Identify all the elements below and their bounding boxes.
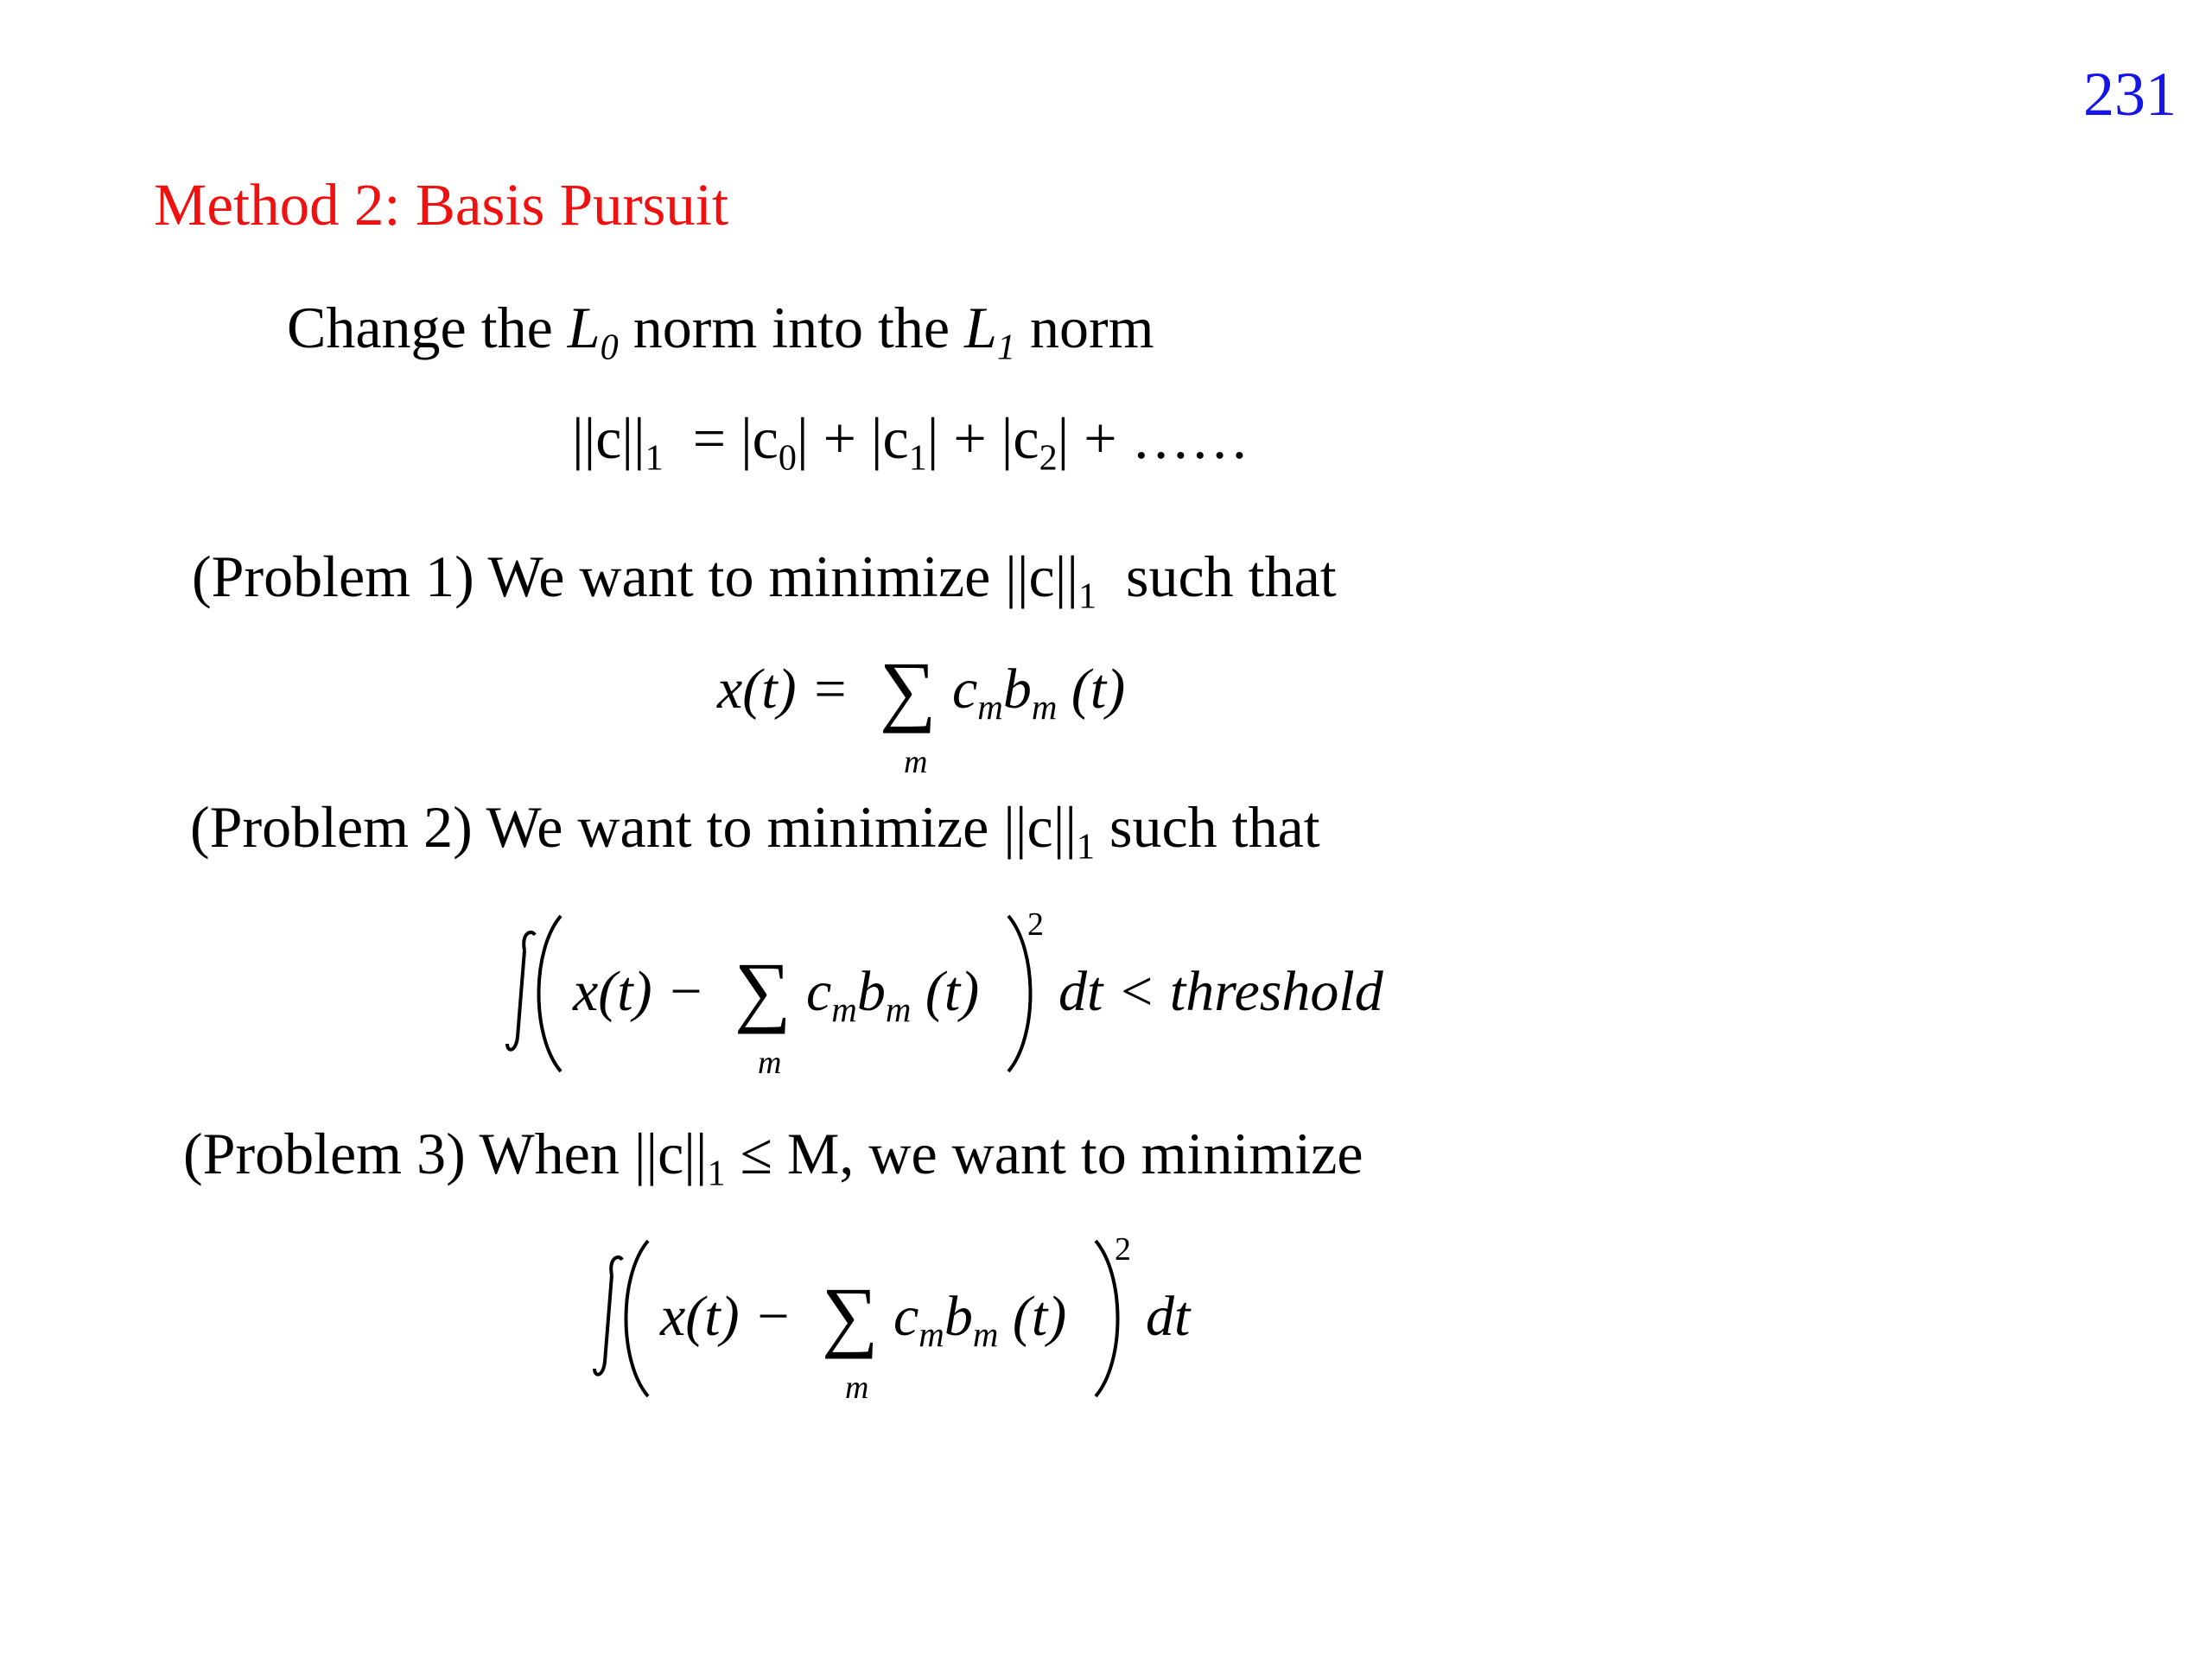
problem-2-text: (Problem 2) We want to minimize $||c||_1$ such that [190,794,1320,868]
sum-symbol: ∑ [822,1271,879,1359]
problem-3-text: (Problem 3) When $||c||_1 \le M$, we want to minimize [183,1121,1363,1194]
intro-L1: $L_1$ [964,295,1016,368]
sum-index: m [904,744,928,780]
eq1-rhs: $c_mb_m$ (t) [952,658,1126,728]
sum-index: m [758,1045,782,1081]
page-number: 231 [2083,60,2177,129]
sum-index: m [845,1370,869,1406]
eq2-term: $c_mb_m$ (t) [806,960,980,1030]
eq2-power: 2 [1027,906,1044,943]
eq3-term: $c_mb_m$ (t) [893,1285,1067,1355]
l1-lhs: $||c||_1$ [572,405,664,479]
eq2-tail: dt < threshold [1058,960,1383,1023]
slide-title: Method 2: Basis Pursuit [154,172,729,238]
eq3-x: x(t) − [660,1285,792,1348]
intro-change: Change the [287,295,553,360]
intro-end: norm [1030,295,1154,360]
sum-symbol: ∑ [734,946,791,1034]
problem-1-text: (Problem 1) We want to minimize $||c||_1$ such that [192,543,1337,617]
intro-mid: norm into the [632,295,950,360]
intro-line [287,294,1154,368]
eq1-lhs: x(t) = [717,658,849,721]
intro-L0: $L_0$ [567,295,619,368]
eq3-tail: dt [1146,1285,1191,1348]
eq2-x: x(t) − [573,960,705,1023]
l1-norm-definition: $||c||_1 = |c_0| + |c_1| + |c_2|$ + …… [572,405,1249,479]
sum-symbol: ∑ [880,645,937,734]
eq3-power: 2 [1115,1231,1131,1268]
